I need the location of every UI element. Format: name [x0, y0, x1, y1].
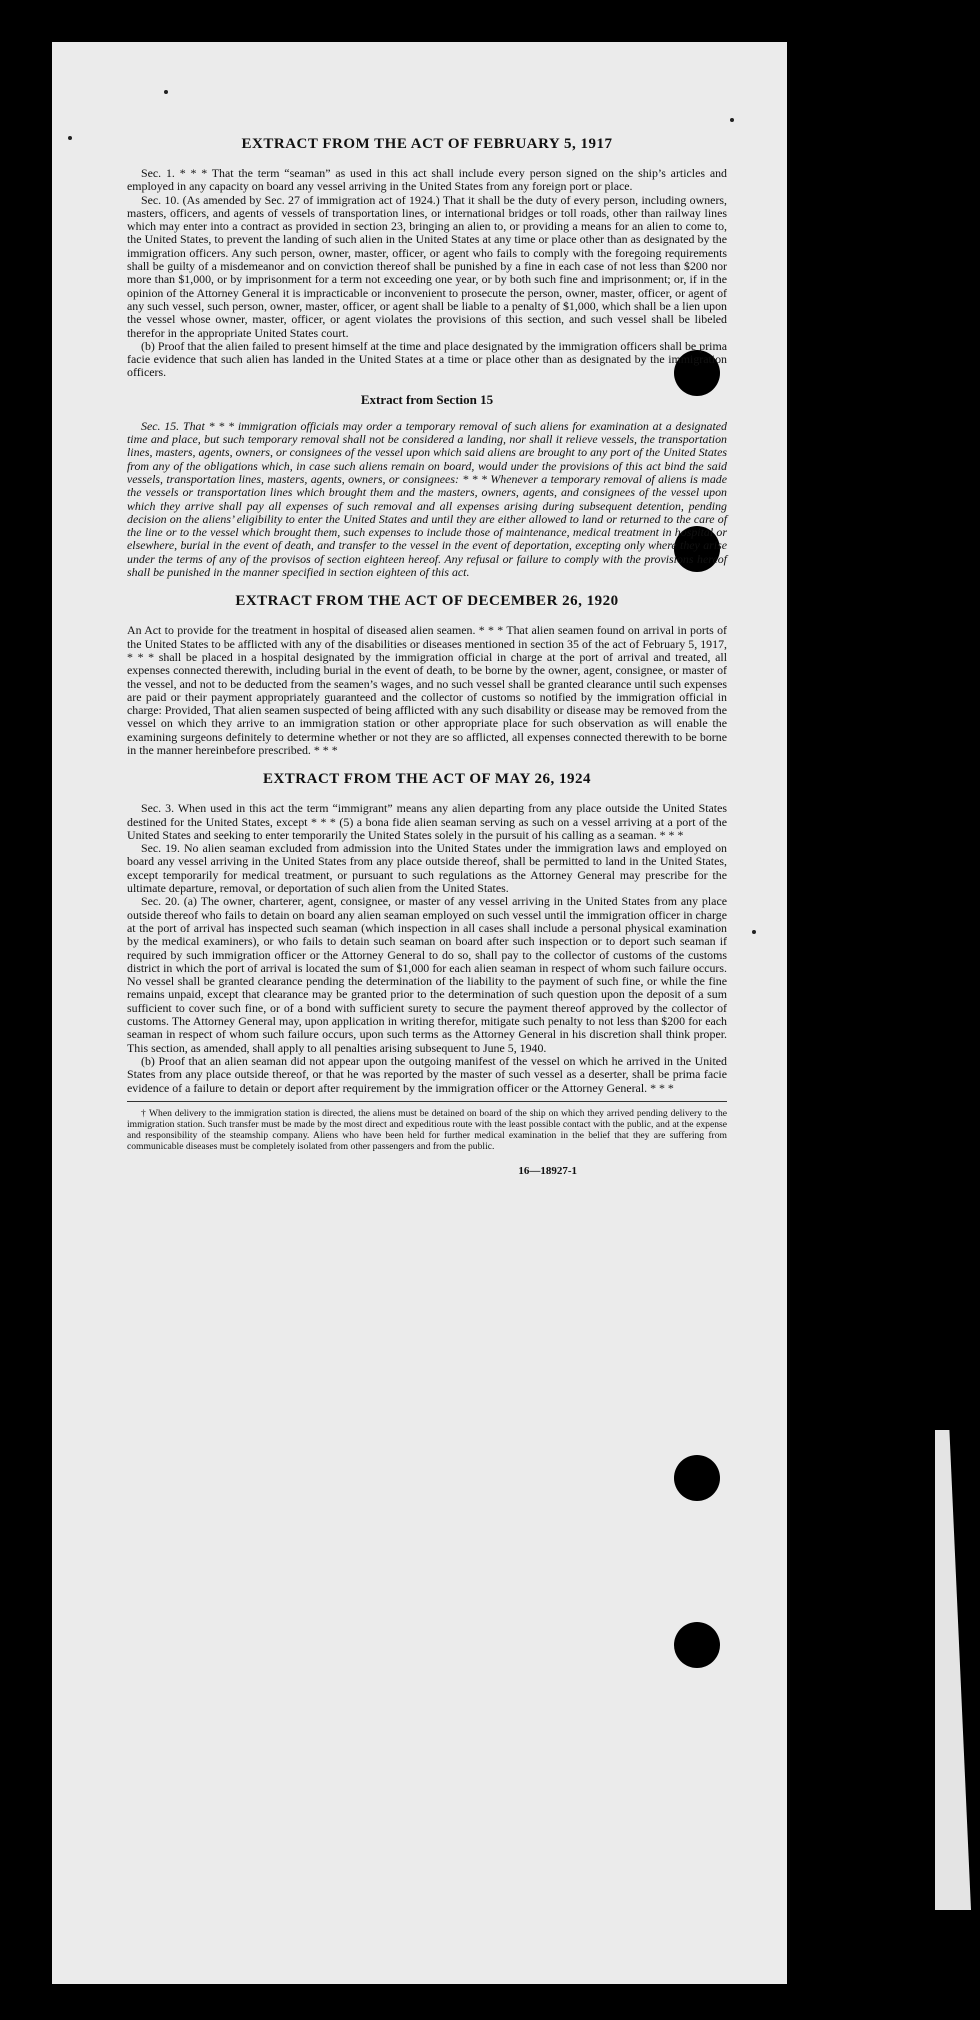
- document-page: [52, 42, 787, 1984]
- paragraph: (b) Proof that an alien seaman did not appear upon the outgoing manifest of the vessel on which he arrived in the United States from any place outside thereof, or that he was reported by the master of such vessel as a deserter, shall be prima facie evidence of a failure to detain or deport after requirement by the immigration officer or the Attorney General. * * *: [127, 1053, 727, 1095]
- footnote-divider: [127, 1101, 727, 1102]
- paragraph: Sec. 10. (As amended by Sec. 27 of immigration act of 1924.) That it shall be the duty of every person, including owners, masters, officers, and agents of vessels of transportation lines, or international bridges or toll roads, other than railway lines which may enter into a contract as provided in section 23, bringing an alien to, or providing a means for an alien to come to, the United States, to prevent the landing of such alien in the United States at any time or place other than as designated by the immigration officers. Any such person, owner, master, officer, or agent who fails to comply with the foregoing requirements shall be guilty of a misdemeanor and on conviction thereof shall be punished by a fine in each case of not less than $200 nor more than $1,000, or by imprisonment for a term not exceeding one year, or by both such fine and imprisonment; or, if in the opinion of the Attorney General it is impracticable or inconvenient to prosecute the person, owner, master, officer, or agent of any such vessel, such person, owner, master, officer, or agent shall be liable to a penalty of $1,000, which shall be a lien upon the vessel whose owner, master, officer, or agent violates the provisions of this section, and such vessel shall be libeled therefor in the appropriate United States court.: [127, 192, 727, 340]
- heading-act-may-1924: EXTRACT FROM THE ACT OF MAY 26, 1924: [262, 771, 592, 788]
- adjacent-page-edge: [935, 1430, 971, 1910]
- paragraph: Sec. 15. That * * * immigration officials may order a temporary removal of such aliens for examination at a designated time and place, but such temporary removal shall not be considered a landing, nor shall it relieve vessels, the transportation lines, masters, agents, owners, or consignees of the vessel upon which said aliens are brought to any port of the United States from any of the obligations which, in case such aliens remain on board, would under the provisions of this act bind the said vessels, transportation lines, masters, agents, owners, or consignees: * * * Whenever a temporary removal of aliens is made the vessels or transportation lines which brought them and the masters, owners, agents, and consignees of the vessel upon which they arrive shall pay all expenses of such removal and all expenses arising during subsequent detention, pending decision on the aliens’ eligibility to enter the United States and until they are either allowed to land or returned to the care of the line or to the vessel which brought them, such expenses to include those of maintenance, medical treatment in hospital or elsewhere, burial in the event of death, and transfer to the vessel in the event of deportation, excepting only where they arise under the terms of any of the provisos of section eighteen hereof. Any refusal or failure to comply with the provisions hereof shall be punished in the manner specified in section eighteen of this act.: [127, 418, 727, 580]
- footnote: [127, 1108, 727, 1153]
- speck: [752, 930, 756, 934]
- paragraph: An Act to provide for the treatment in hospital of diseased alien seamen. * * * That alien seamen found on arrival in ports of the United States to be afflicted with any of the disabilities or diseases mentioned in section 35 of the act of February 5, 1917, * * * shall be placed in a hospital designated by the immigration official in charge at the port of arrival and treated, all expenses connected therewith, including burial in the event of death, to be borne by the owner, agent, consignee, or master of the vessel, and not to be deducted from the seamen’s wages, and no such vessel shall be granted clearance until such expenses are paid or their payment appropriately guaranteed and the collector of customs so notified by the immigration official in charge: Provided, That alien seamen suspected of being afflicted with any such disability or disease may be removed from the vessel on which they arrive to an immigration station or other appropriate place for such observation as will enable the examining surgeons definitely to determine whether or not they are so afflicted, all expenses connected therewith to be borne in the manner hereinbefore prescribed. * * *: [127, 623, 727, 757]
- punch-hole: [674, 1455, 720, 1501]
- heading-act-dec-1920: EXTRACT FROM THE ACT OF DECEMBER 26, 1920: [235, 593, 619, 610]
- heading-act-feb-1917: EXTRACT FROM THE ACT OF FEBRUARY 5, 1917: [241, 136, 613, 152]
- footnote-text: † When delivery to the immigration station is directed, the aliens must be detained on board of the ship on which they arrived pending delivery to the immigration station. Such transfer must be made by the most direct and expeditious route with the least possible contact with the public, and at the expense and responsibility of the steamship company. Aliens who have been held for further medical examination in the belief that they are suffering from communicable diseases must be completely isolated from other passengers and from the public.: [127, 1107, 727, 1153]
- heading-section-15: Extract from Section 15: [360, 391, 494, 407]
- paragraph: Sec. 1. * * * That the term “seaman” as used in this act shall include every person signed on the ship’s articles and employed in any capacity on board any vessel arriving in the United States from any foreign port or place.: [127, 166, 727, 194]
- speck: [730, 118, 734, 122]
- speck: [164, 90, 168, 94]
- paragraph: Sec. 19. No alien seaman excluded from admission into the United States under the immigration laws and employed on board any vessel arriving in the United States from any place outside thereof, shall be permitted to land in the United States, except temporarily for medical treatment, or pursuant to such regulations as the Attorney General may prescribe for the ultimate departure, removal, or deportation of such alien from the United States.: [127, 841, 727, 896]
- speck: [68, 136, 72, 140]
- paragraph: (b) Proof that the alien failed to present himself at the time and place designated by the immigration officers shall be prima facie evidence that such alien has landed in the United States at a time or place other than as designated by the immigration officers.: [127, 338, 727, 380]
- punch-hole: [674, 1622, 720, 1668]
- document-body: [127, 136, 727, 1177]
- paragraph: Sec. 20. (a) The owner, charterer, agent, consignee, or master of any vessel arriving in the United States from any place outside thereof who fails to detain on board any alien seaman employed on such vessel until the immigration officer in charge at the port of arrival has inspected such seaman (which inspection in all cases shall include a personal physical examination by the medical examiners), or who fails to detain such seaman on board after such inspection or to deport such seaman if required by such immigration officer or the Attorney General to do so, shall pay to the collector of customs of the customs district in which the port of arrival is located the sum of $1,000 for each alien seaman in respect of whom such failure occurs. No vessel shall be granted clearance pending the determination of the liability to the payment of such fine, or while the fine remains unpaid, except that clearance may be granted prior to the determination of such question upon the deposit of a sum sufficient to cover such fine, or of a bond with sufficient surety to secure the payment thereof approved by the collector of customs. The Attorney General may, upon application in writing therefor, mitigate such penalty to not less than $200 for each seaman in respect of whom such failure occurs, upon such terms as the Attorney General in his discretion shall think proper. This section, as amended, shall apply to all penalties arising subsequent to June 5, 1940.: [127, 894, 727, 1055]
- paragraph: Sec. 3. When used in this act the term “immigrant” means any alien departing from any place outside the United States destined for the United States, except * * * (5) a bona fide alien seaman serving as such on a vessel arriving at a port of the United States and seeking to enter temporarily the United States solely in the pursuit of his calling as a seaman. * * *: [127, 801, 727, 842]
- form-number: 16—18927-1: [518, 1164, 577, 1177]
